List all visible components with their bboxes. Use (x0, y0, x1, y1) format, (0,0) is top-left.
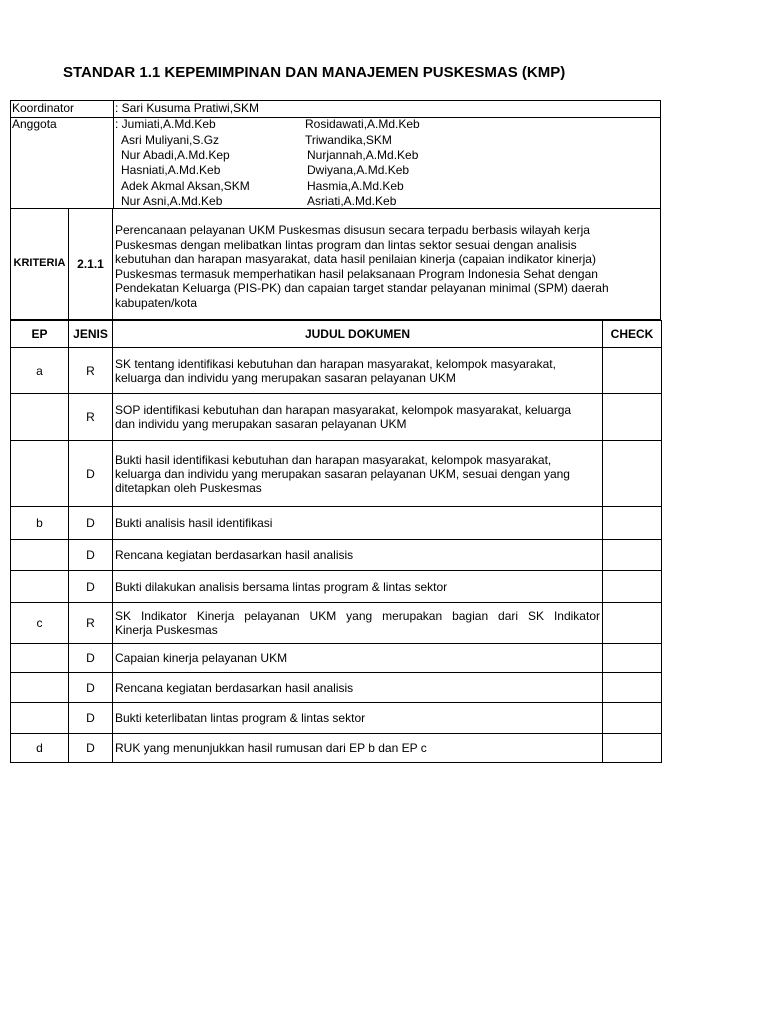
kriteria-label: KRITERIA (13, 257, 66, 269)
jenis-cell: R (69, 348, 113, 394)
team-info-block (10, 100, 661, 209)
anggota-member: Rosidawati,A.Md.Keb (305, 117, 420, 131)
koordinator-row (11, 101, 660, 118)
check-cell[interactable] (603, 507, 662, 540)
judul-dokumen-cell (113, 348, 603, 394)
header-jenis: JENIS (69, 321, 113, 348)
judul-dokumen-line: dan individu yang merupakan sasaran pelayanan UKM (115, 417, 407, 431)
check-cell[interactable] (603, 571, 662, 603)
anggota-member: Hasniati,A.Md.Keb (121, 163, 221, 177)
check-cell[interactable] (603, 673, 662, 703)
judul-dokumen-line: keluarga dan individu yang merupakan sasaran pelayanan UKM (115, 370, 456, 385)
judul-dokumen-cell (113, 644, 603, 673)
kriteria-description-line: Perencanaan pelayanan UKM Puskesmas disusun secara terpadu berbasis wilayah kerja (115, 223, 590, 237)
kriteria-divider (112, 209, 113, 319)
ep-cell (11, 441, 69, 507)
judul-dokumen-line: SK Indikator Kinerja pelayanan UKM yang merupakan bagian dari SK Indikator (115, 609, 600, 623)
table-row (11, 571, 662, 603)
jenis-cell: D (69, 507, 113, 540)
page-title: STANDAR 1.1 KEPEMIMPINAN DAN MANAJEMEN PUSKESMAS (KMP) (63, 64, 566, 81)
table-row (11, 673, 662, 703)
ep-cell: c (11, 603, 69, 644)
judul-dokumen-cell (113, 571, 603, 603)
jenis-cell: R (69, 603, 113, 644)
table-row (11, 348, 662, 394)
judul-dokumen-line: Kinerja Puskesmas (115, 623, 218, 637)
jenis-cell: D (69, 703, 113, 734)
anggota-member: Nur Asni,A.Md.Keb (121, 194, 223, 208)
kriteria-description-line: Pendekatan Keluarga (PIS-PK) dan capaian target standar pelayanan minimal (SPM) daerah (115, 281, 609, 295)
anggota-member: Asriati,A.Md.Keb (307, 194, 397, 208)
ep-cell (11, 703, 69, 734)
check-cell[interactable] (603, 540, 662, 571)
info-divider (113, 101, 114, 208)
anggota-member: : Jumiati,A.Md.Keb (115, 117, 216, 131)
jenis-cell: R (69, 394, 113, 441)
judul-dokumen-line: SOP identifikasi kebutuhan dan harapan masyarakat, kelompok masyarakat, keluarga (115, 403, 572, 417)
judul-dokumen-line: Bukti hasil identifikasi kebutuhan dan harapan masyarakat, kelompok masyarakat, (115, 452, 552, 467)
header-check: CHECK (603, 321, 662, 348)
check-cell[interactable] (603, 348, 662, 394)
kriteria-description (115, 223, 655, 310)
anggota-member: Adek Akmal Aksan,SKM (121, 179, 250, 193)
jenis-cell: D (69, 441, 113, 507)
jenis-cell: D (69, 734, 113, 763)
table-row (11, 540, 662, 571)
jenis-cell: D (69, 644, 113, 673)
check-cell[interactable] (603, 603, 662, 644)
table-header-row (11, 321, 662, 348)
koordinator-value: : Sari Kusuma Pratiwi,SKM (115, 101, 260, 115)
table-row (11, 507, 662, 540)
judul-dokumen-line: Bukti dilakukan analisis bersama lintas program & lintas sektor (115, 579, 448, 594)
anggota-member: Hasmia,A.Md.Keb (307, 179, 404, 193)
judul-dokumen-cell (113, 603, 603, 644)
table-row (11, 394, 662, 441)
judul-dokumen-line: Bukti keterlibatan lintas program & lintas sektor (115, 711, 366, 725)
table-row (11, 703, 662, 734)
jenis-cell: D (69, 571, 113, 603)
judul-dokumen-cell (113, 734, 603, 763)
judul-dokumen-line: Rencana kegiatan berdasarkan hasil analisis (115, 680, 354, 695)
ep-cell: d (11, 734, 69, 763)
anggota-member: Nurjannah,A.Md.Keb (307, 148, 419, 162)
ep-cell (11, 540, 69, 571)
ep-cell: a (11, 348, 69, 394)
judul-dokumen-cell (113, 507, 603, 540)
kriteria-description-line: kabupaten/kota (115, 295, 198, 310)
judul-dokumen-cell (113, 394, 603, 441)
check-cell[interactable] (603, 644, 662, 673)
kriteria-description-line: Puskesmas termasuk memperhatikan hasil pelaksanaan Program Indonesia Sehat dengan (115, 266, 598, 281)
judul-dokumen-line: keluarga dan individu yang merupakan sasaran pelayanan UKM, sesuai dengan yang (115, 466, 570, 481)
ep-cell (11, 571, 69, 603)
judul-dokumen-cell (113, 673, 603, 703)
documents-table (10, 320, 662, 763)
anggota-member: Asri Muliyani,S.Gz (121, 133, 220, 147)
kriteria-description-line: Puskesmas dengan melibatkan lintas program dan lintas sektor sesuai dengan analisis (115, 237, 577, 252)
anggota-label: Anggota (12, 117, 57, 131)
check-cell[interactable] (603, 734, 662, 763)
jenis-cell: D (69, 540, 113, 571)
judul-dokumen-line: Bukti analisis hasil identifikasi (115, 516, 273, 530)
judul-dokumen-line: ditetapkan oleh Puskesmas (115, 480, 262, 495)
table-row (11, 603, 662, 644)
judul-dokumen-cell (113, 441, 603, 507)
ep-cell: b (11, 507, 69, 540)
kriteria-block (10, 209, 661, 320)
judul-dokumen-line: Rencana kegiatan berdasarkan hasil analisis (115, 548, 354, 562)
kriteria-number: 2.1.1 (77, 257, 104, 271)
judul-dokumen-cell (113, 703, 603, 734)
ep-cell (11, 673, 69, 703)
header-ep: EP (11, 321, 69, 348)
table-row (11, 441, 662, 507)
anggota-member: Dwiyana,A.Md.Keb (307, 163, 410, 177)
jenis-cell: D (69, 673, 113, 703)
koordinator-label: Koordinator (12, 101, 75, 115)
ep-cell (11, 394, 69, 441)
judul-dokumen-cell (113, 540, 603, 571)
anggota-member: Nur Abadi,A.Md.Kep (121, 148, 230, 162)
check-cell[interactable] (603, 441, 662, 507)
anggota-member: Triwandika,SKM (305, 133, 392, 147)
table-row (11, 734, 662, 763)
table-row (11, 644, 662, 673)
header-judul-dokumen: JUDUL DOKUMEN (113, 321, 603, 348)
ep-cell (11, 644, 69, 673)
judul-dokumen-line: RUK yang menunjukkan hasil rumusan dari EP b dan EP c (115, 741, 427, 755)
judul-dokumen-line: SK tentang identifikasi kebutuhan dan harapan masyarakat, kelompok masyarakat, (115, 356, 556, 371)
check-cell[interactable] (603, 703, 662, 734)
judul-dokumen-line: Capaian kinerja pelayanan UKM (115, 651, 288, 665)
kriteria-description-line: kebutuhan dan harapan masyarakat, data hasil penilaian kinerja (capaian indikator kinerja) (115, 252, 596, 266)
check-cell[interactable] (603, 394, 662, 441)
